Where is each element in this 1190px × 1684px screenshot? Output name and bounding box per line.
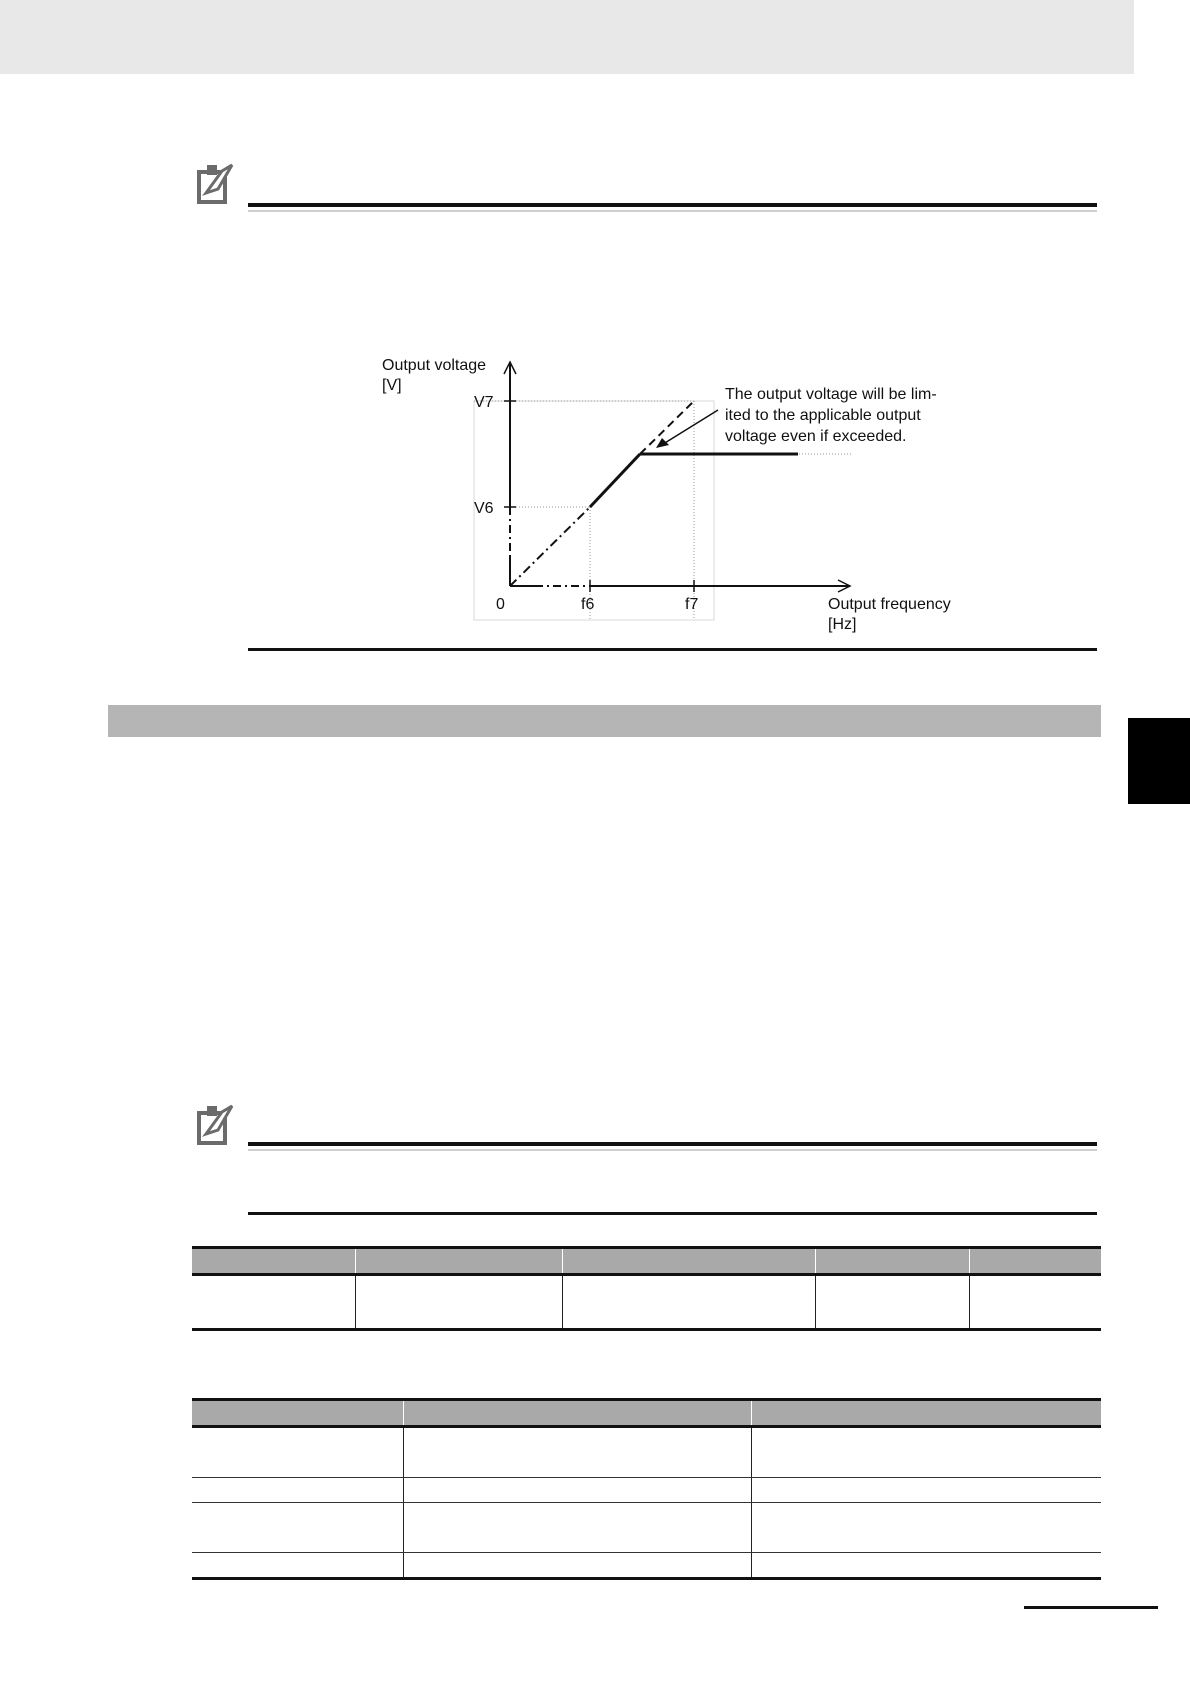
table-row	[192, 1478, 1101, 1503]
parameter-table	[192, 1246, 1101, 1331]
annotation-text-line: ited to the applicable output	[725, 407, 921, 424]
x-axis-label	[828, 596, 951, 633]
annotation-arrowhead	[656, 438, 669, 448]
y-axis-label	[382, 357, 486, 394]
vf-chart-svg	[360, 350, 980, 650]
x-tick-f6-line: f6	[581, 596, 595, 613]
x-axis-label-line: Output frequency	[828, 596, 951, 613]
x-tick-f7-line: f7	[685, 596, 699, 613]
page-header-band	[0, 0, 1134, 74]
precaution-icon	[196, 1104, 234, 1146]
series-start-dashdot	[510, 507, 590, 586]
y-tick-v7	[474, 394, 494, 411]
chapter-side-tab	[1128, 718, 1190, 804]
y-axis-label-line: Output voltage	[382, 357, 487, 374]
series-solid-rise	[590, 454, 640, 507]
precaution2-rule-top	[248, 1142, 1097, 1146]
table-row	[192, 1553, 1101, 1579]
x-axis-label-line: [Hz]	[828, 616, 857, 633]
precaution2-rule-bottom	[248, 1212, 1097, 1215]
voltage-frequency-chart	[360, 350, 980, 650]
related-table	[192, 1398, 1101, 1580]
annotation-arrow-line	[660, 410, 718, 446]
table-header-row	[192, 1400, 1101, 1427]
precaution-rule-top-shadow	[248, 210, 1097, 212]
x-tick-f7	[685, 596, 698, 613]
precaution2-rule-top-shadow	[248, 1149, 1097, 1151]
precaution-icon	[196, 163, 234, 205]
table-header-row	[192, 1248, 1101, 1275]
annotation-text-line: The output voltage will be lim-	[725, 386, 937, 403]
y-tick-v7-line: V7	[474, 394, 494, 411]
precaution-rule-top	[248, 203, 1097, 207]
series-dashed-extension	[640, 401, 694, 454]
annotation-text	[725, 386, 937, 445]
annotation-text-line: voltage even if exceeded.	[725, 428, 907, 445]
page-number-rule	[1024, 1606, 1158, 1609]
table-row	[192, 1503, 1101, 1553]
x-tick-0	[496, 596, 505, 613]
section-heading-bar	[108, 705, 1101, 737]
table-row	[192, 1427, 1101, 1478]
y-tick-v6-line: V6	[474, 500, 494, 517]
y-tick-v6	[474, 500, 494, 517]
y-axis-label-line: [V]	[382, 377, 402, 394]
table-row	[192, 1275, 1101, 1330]
x-tick-0-line: 0	[496, 596, 505, 613]
x-tick-f6	[581, 596, 594, 613]
precaution-rule-bottom	[248, 648, 1097, 651]
